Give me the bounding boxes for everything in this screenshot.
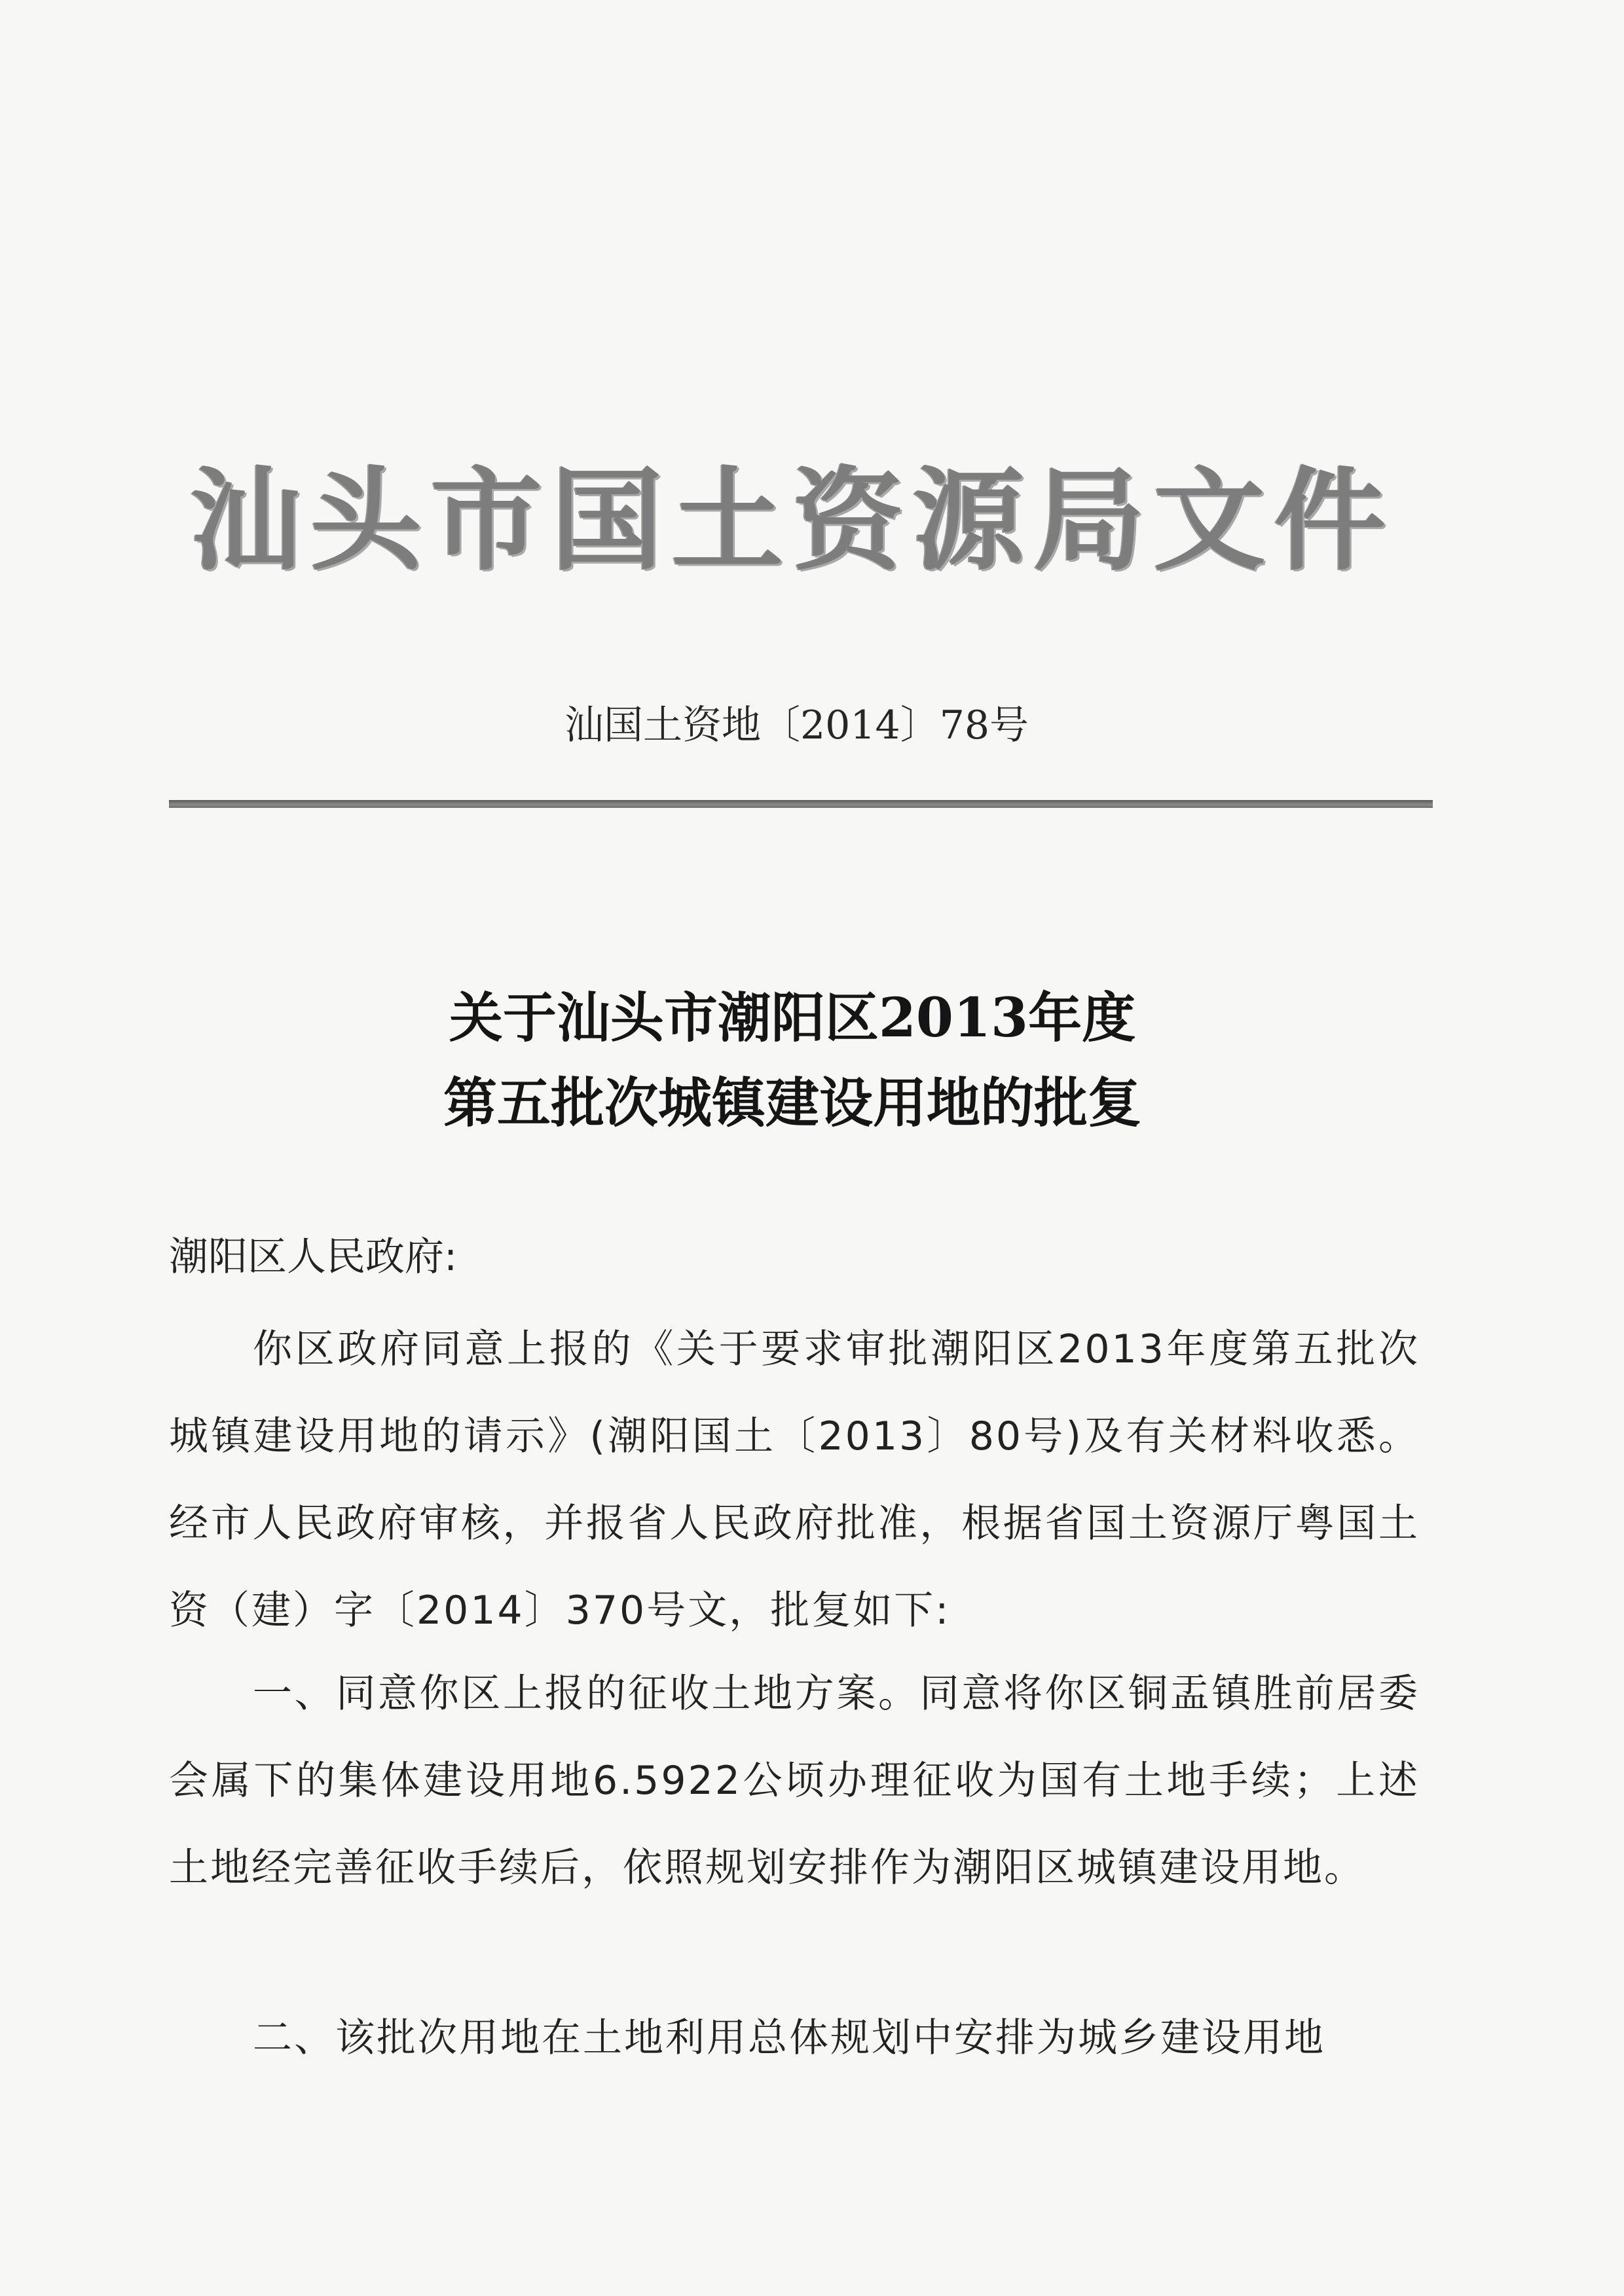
document-title-line-2: 第五批次城镇建设用地的批复 bbox=[443, 1072, 1141, 1135]
document-masthead: 汕头市国土资源局文件 bbox=[190, 455, 1395, 586]
document-title-line-1: 关于汕头市潮阳区2013年度 bbox=[449, 987, 1136, 1049]
document-number: 汕国土资地〔2014〕78号 bbox=[564, 702, 1029, 748]
header-divider bbox=[169, 800, 1433, 808]
salutation: 潮阳区人民政府: bbox=[169, 1234, 458, 1280]
body-paragraph-2: 一、同意你区上报的征收土地方案。同意将你区铜盂镇胜前居委会属下的集体建设用地6.5922公顷办理征收为国有土地手续；上述土地经完善征收手续后，依照规划安排作为潮阳区城镇建设用地。 bbox=[169, 1671, 1420, 1891]
body-paragraph-3: 二、该批次用地在土地利用总体规划中安排为城乡建设用地 bbox=[253, 2015, 1325, 2061]
body-paragraph-1: 你区政府同意上报的《关于要求审批潮阳区2013年度第五批次城镇建设用地的请示》(潮阳国土〔2013〕80号)及有关材料收悉。经市人民政府审核，并报省人民政府批准，根据省国土资源厅粤国土资（建）字〔2014〕370号文，批复如下: bbox=[169, 1326, 1420, 1633]
